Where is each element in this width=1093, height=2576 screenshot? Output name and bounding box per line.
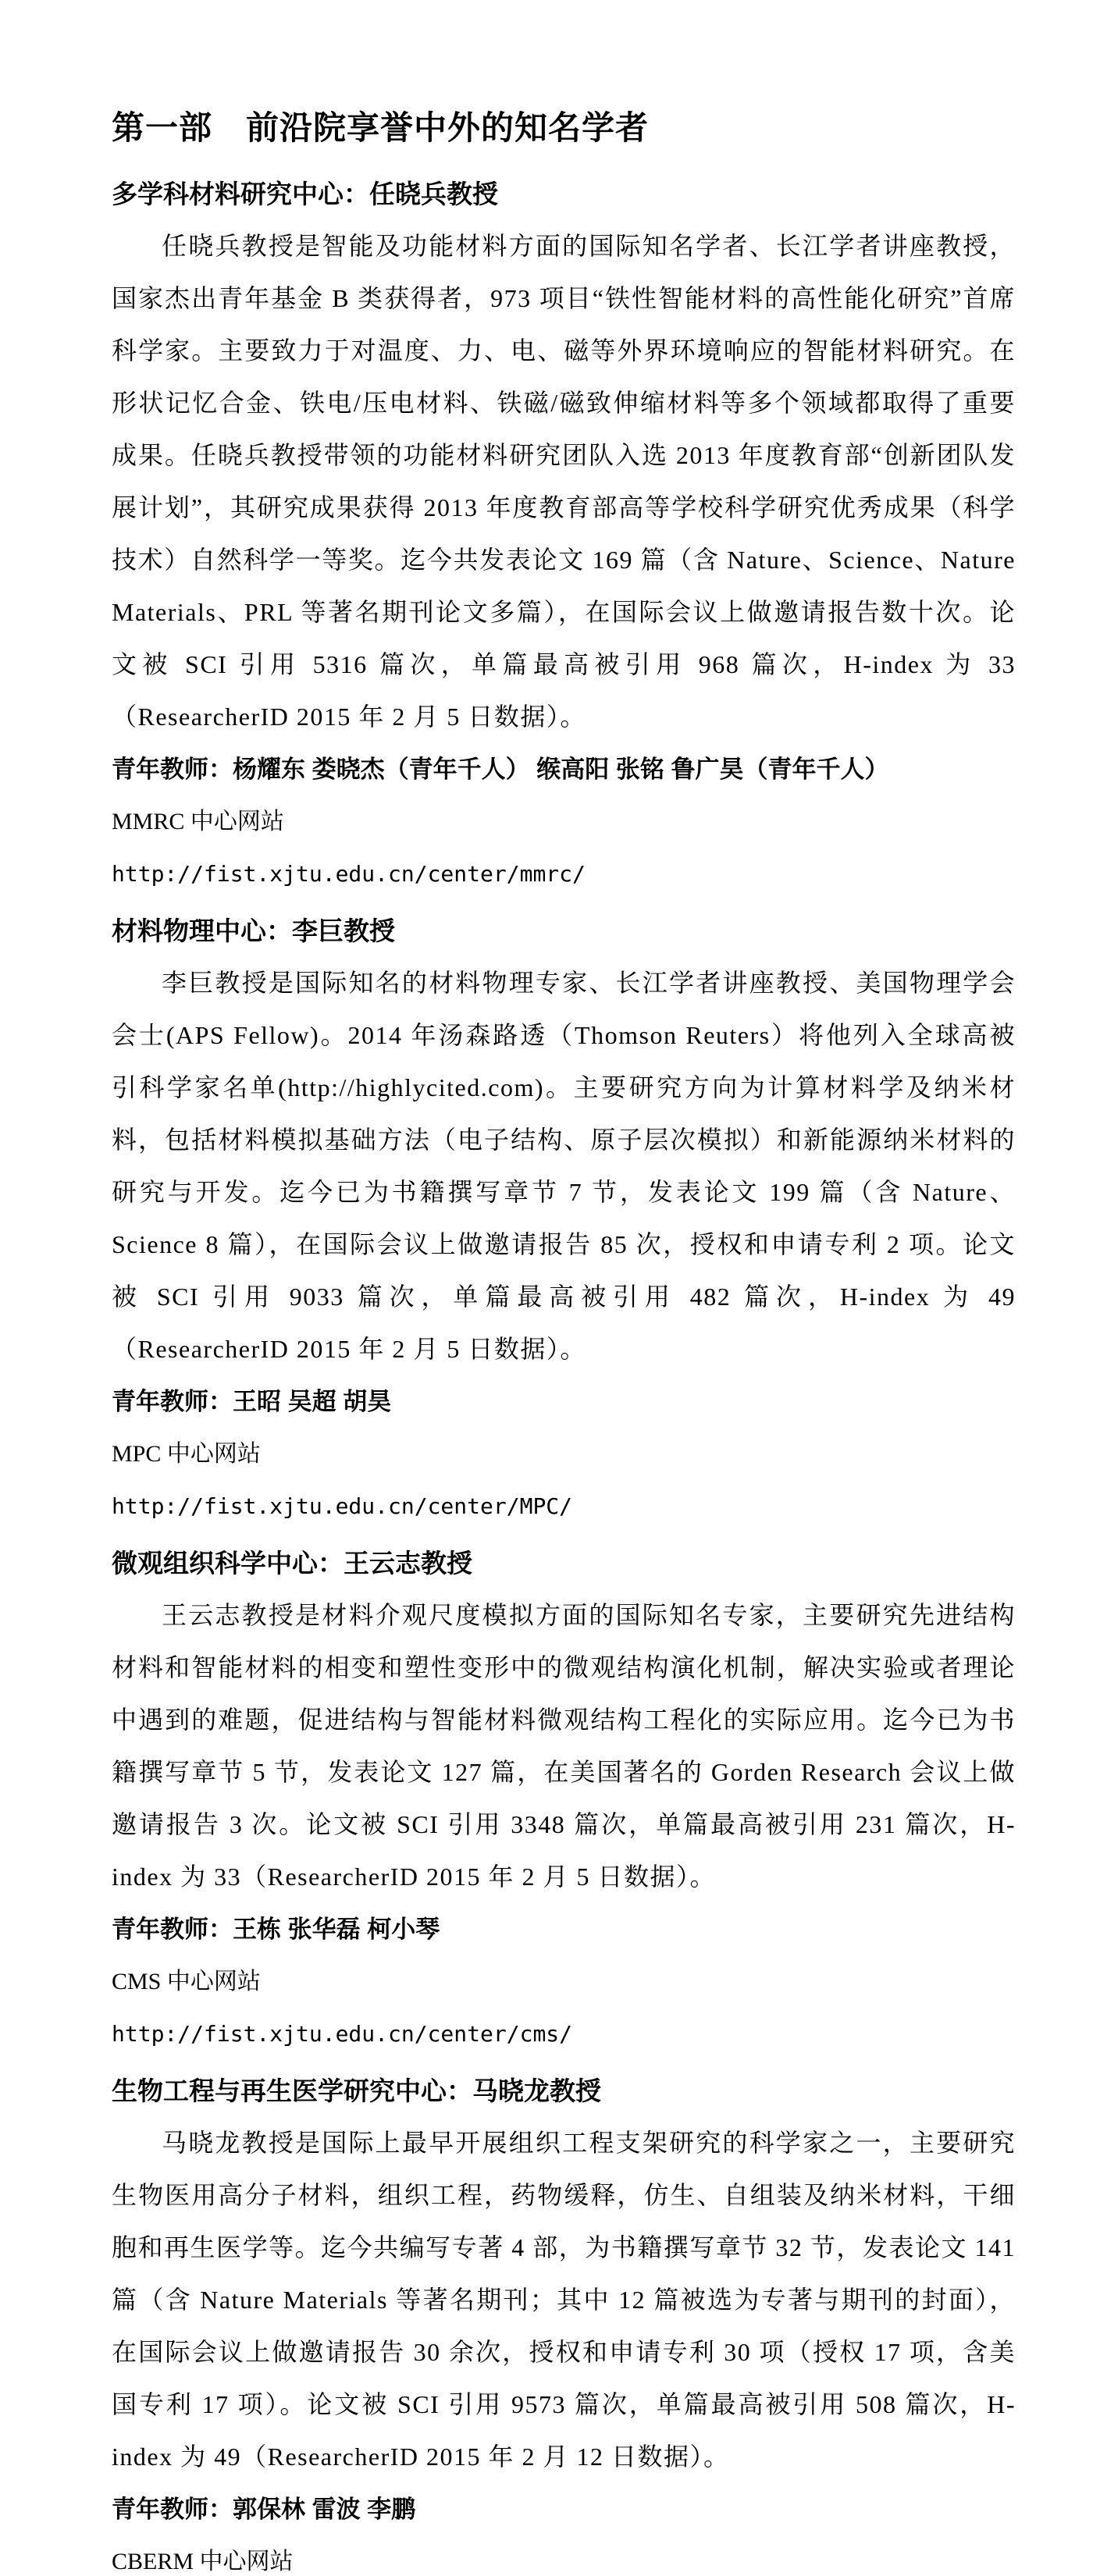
center-website-url-mmrc: http://fist.xjtu.edu.cn/center/mmrc/: [112, 861, 586, 887]
center-website-label-mpc: MPC 中心网站: [112, 1441, 261, 1467]
section-heading-mpc: 材料物理中心：李巨教授: [112, 916, 395, 945]
center-website-label-cms: CMS 中心网站: [112, 1969, 261, 1994]
center-website-label-mmrc: MMRC 中心网站: [112, 809, 284, 834]
young-teachers-line-mpc: 青年教师：王昭 吴超 胡昊: [112, 1388, 392, 1415]
young-teachers-line-cberm: 青年教师：郭保林 雷波 李鹏: [112, 2496, 416, 2523]
section-heading-mmrc: 多学科材料研究中心：任晓兵教授: [112, 180, 498, 208]
section-paragraph-mmrc: 任晓兵教授是智能及功能材料方面的国际知名学者、长江学者讲座教授，国家杰出青年基金 B 类获得者，973 项目“铁性智能材料的高性能化研究”首席科学家。主要致力于对温度、力、电、磁等外界环境响应的智能材料研究。在形状记忆合金、铁电/压电材料、铁磁/磁致伸缩材料等多个领域都取得了重要成果。任晓兵教授带领的功能材料研究团队入选 2013 年度教育部“创新团队发展计划”，其研究成果获得 2013 年度教育部高等学校科学研究优秀成果（科学技术）自然科学一等奖。迄今共发表论文 169 篇（含 Nature、Science、Nature Materials、PRL 等著名期刊论文多篇），在国际会议上做邀请报告数十次。论文被 SCI 引用 5316 篇次，单篇最高被引用 968 篇次，H-index 为 33（ResearcherID 2015 年 2 月 5 日数据）。: [112, 232, 1016, 731]
section-paragraph-mpc: 李巨教授是国际知名的材料物理专家、长江学者讲座教授、美国物理学会会士(APS Fellow)。2014 年汤森路透（Thomson Reuters）将他列入全球高被引科学家名单(http://highlycited.com)。主要研究方向为计算材料学及纳米材料，包括材料模拟基础方法（电子结构、原子层次模拟）和新能源纳米材料的研究与开发。迄今已为书籍撰写章节 7 节，发表论文 199 篇（含 Nature、Science 8 篇），在国际会议上做邀请报告 85 次，授权和申请专利 2 项。论文被 SCI 引用 9033 篇次，单篇最高被引用 482 篇次，H-index 为 49（ResearcherID 2015 年 2 月 5 日数据）。: [112, 969, 1016, 1363]
document-content: [112, 109, 1016, 2576]
section-paragraph-cms: 王云志教授是材料介观尺度模拟方面的国际知名专家，主要研究先进结构材料和智能材料的相变和塑性变形中的微观结构演化机制，解决实验或者理论中遇到的难题，促进结构与智能材料微观结构工程化的实际应用。迄今已为书籍撰写章节 5 节，发表论文 127 篇，在美国著名的 Gorden Research 会议上做邀请报告 3 次。论文被 SCI 引用 3348 篇次，单篇最高被引用 231 篇次，H-index 为 33（ResearcherID 2015 年 2 月 5 日数据）。: [112, 1601, 1016, 1891]
section-heading-cberm: 生物工程与再生医学研究中心：马晓龙教授: [112, 2076, 601, 2105]
section-cberm: [112, 2065, 1016, 2576]
young-teachers-line-mmrc: 青年教师：杨耀东 娄晓杰（青年千人） 缑高阳 张铭 鲁广昊（青年千人）: [112, 756, 889, 783]
section-mpc: [112, 905, 1016, 1532]
section-heading-cms: 微观组织科学中心：王云志教授: [112, 1549, 472, 1578]
center-website-url-cms: http://fist.xjtu.edu.cn/center/cms/: [112, 2021, 573, 2047]
section-mmrc: [112, 168, 1016, 900]
page-title: 第一部 前沿院享誉中外的知名学者: [112, 109, 650, 146]
center-website-url-mpc: http://fist.xjtu.edu.cn/center/MPC/: [112, 1493, 573, 1519]
center-website-label-cberm: CBERM 中心网站: [112, 2549, 294, 2574]
section-paragraph-cberm: 马晓龙教授是国际上最早开展组织工程支架研究的科学家之一，主要研究生物医用高分子材料，组织工程，药物缓释，仿生、自组装及纳米材料，干细胞和再生医学等。迄今共编写专著 4 部，为书籍撰写章节 32 节，发表论文 141 篇（含 Nature Materials 等著名期刊；其中 12 篇被选为专著与期刊的封面），在国际会议上做邀请报告 30 余次，授权和申请专利 30 项（授权 17 项，含美国专利 17 项）。论文被 SCI 引用 9573 篇次，单篇最高被引用 508 篇次，H-index 为 49（ResearcherID 2015 年 2 月 12 日数据）。: [112, 2129, 1016, 2471]
young-teachers-line-cms: 青年教师：王栋 张华磊 柯小琴: [112, 1916, 440, 1943]
section-cms: [112, 1537, 1016, 2060]
